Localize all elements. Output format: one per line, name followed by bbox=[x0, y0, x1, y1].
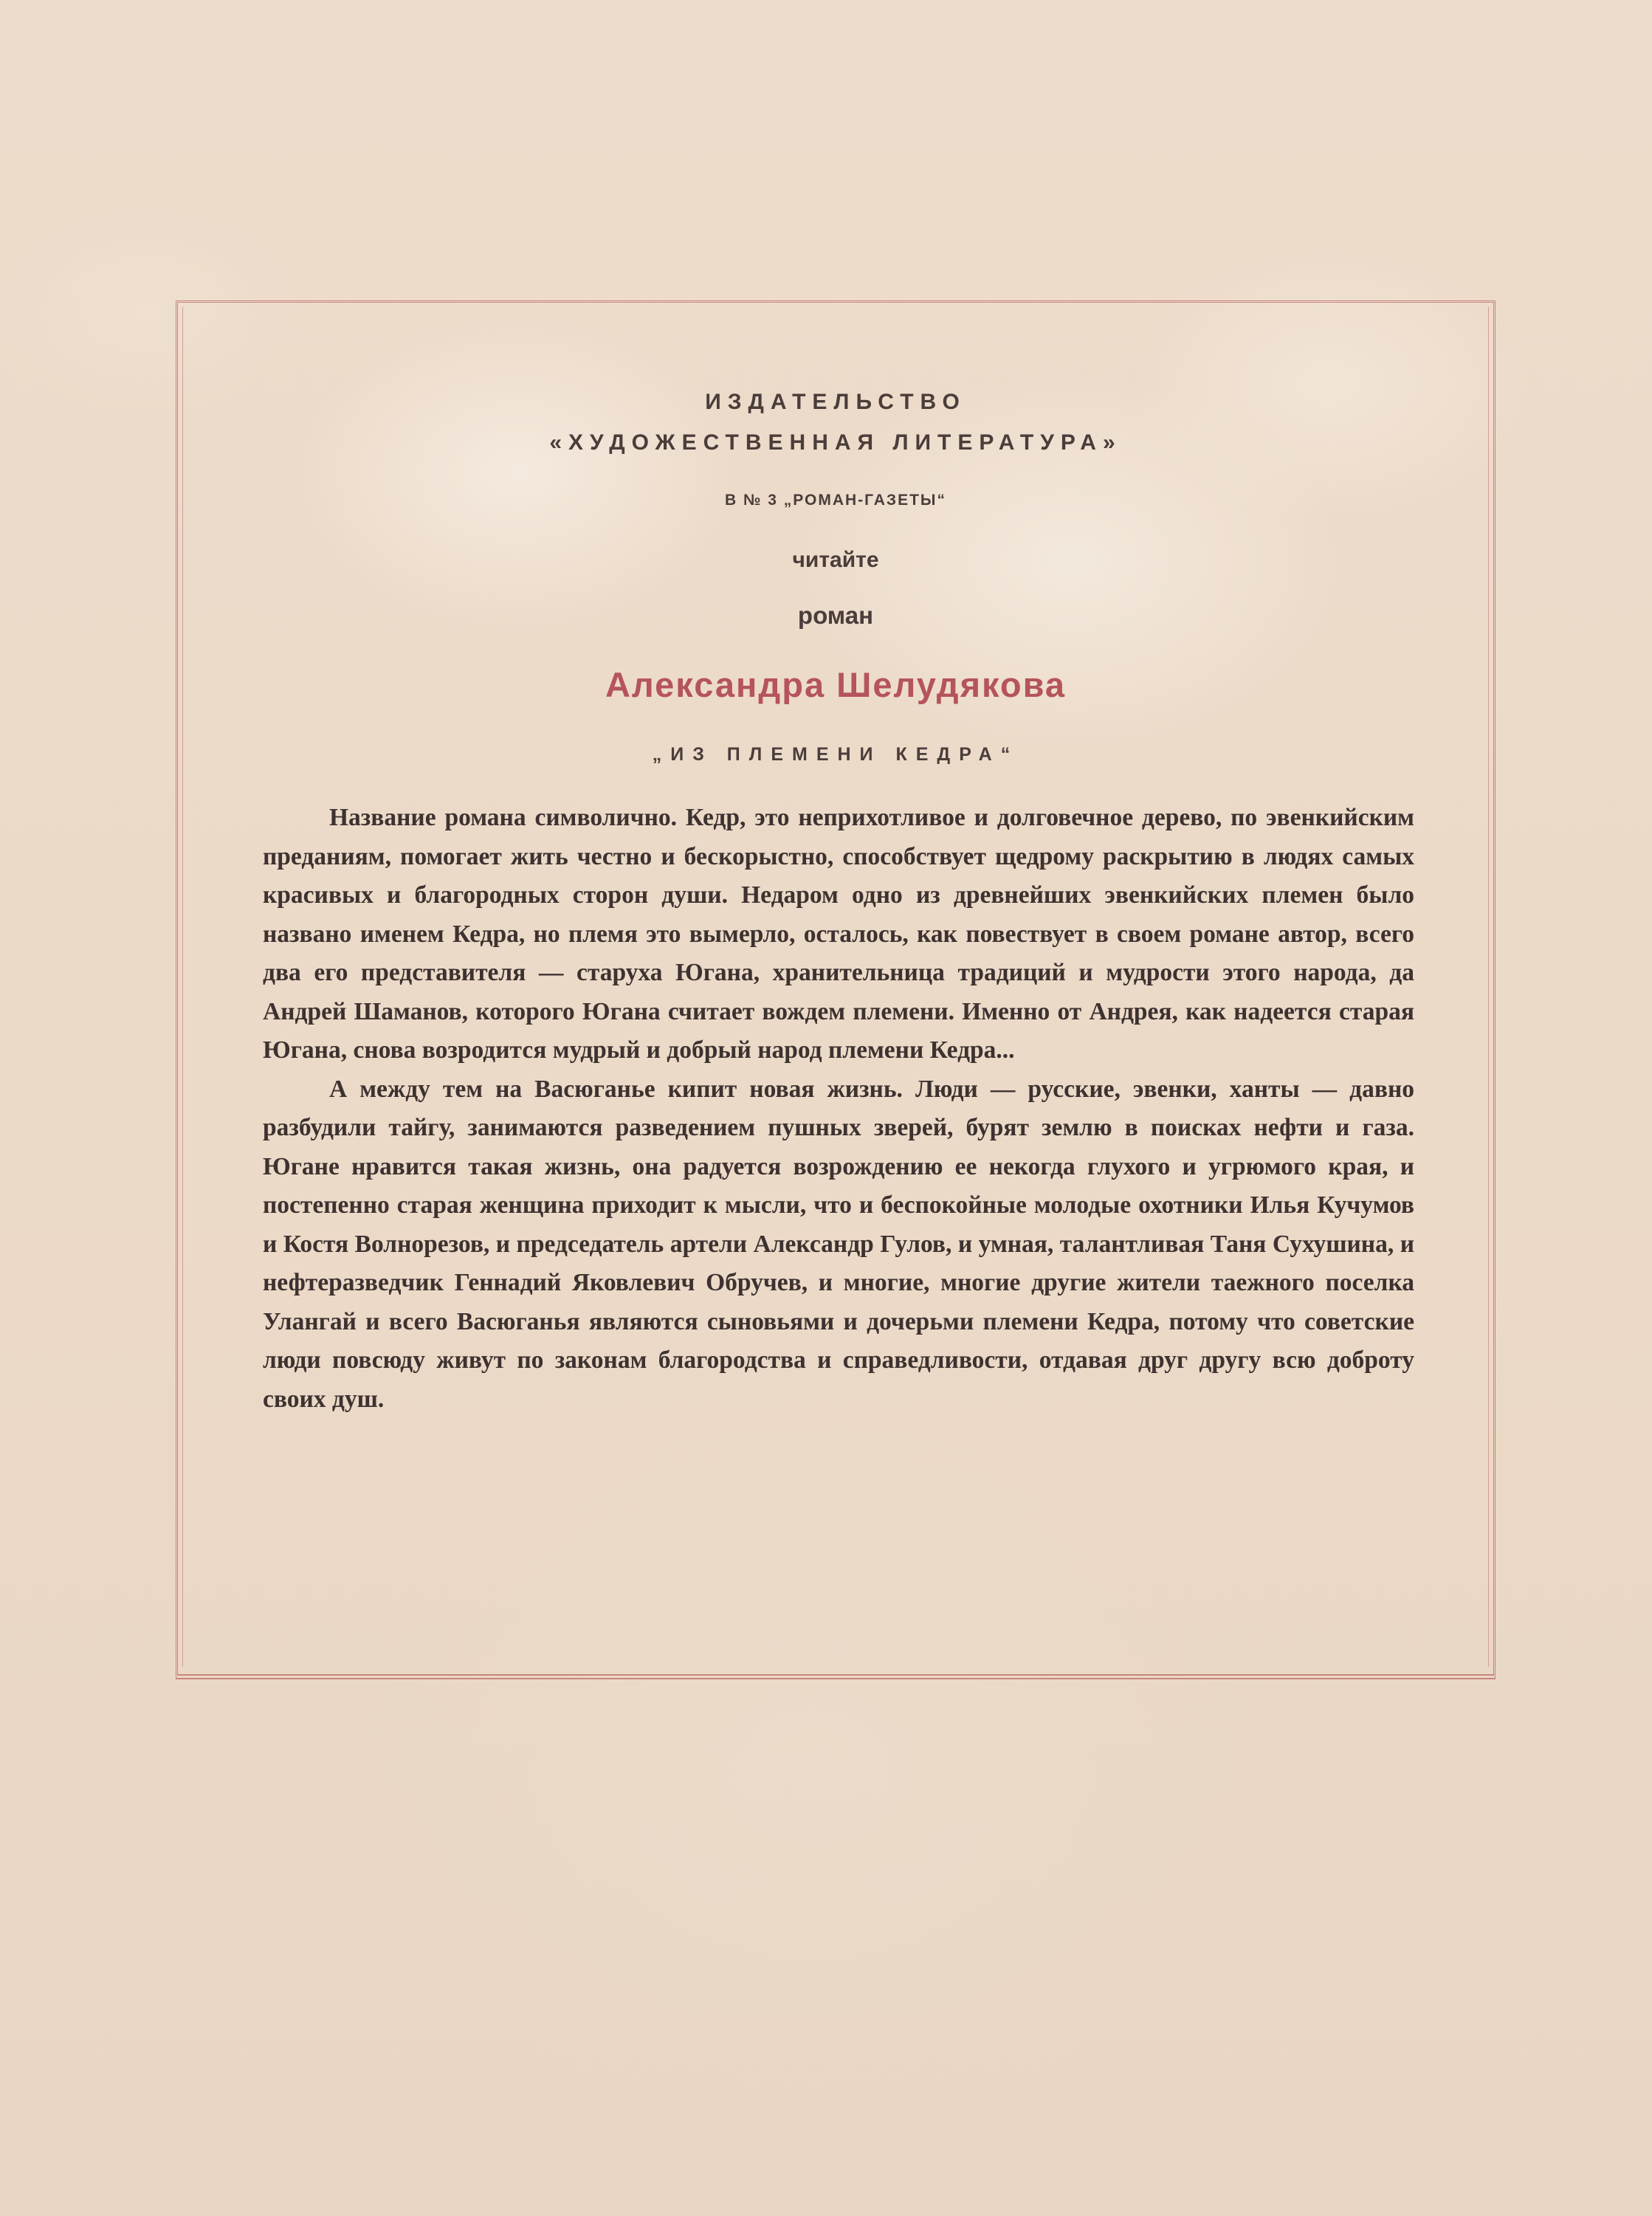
author-name: Александра Шелудякова bbox=[605, 665, 1067, 704]
issue-label: В № 3 „РОМАН-ГАЗЕТЫ“ bbox=[725, 492, 946, 509]
publisher-label: ИЗДАТЕЛЬСТВО bbox=[705, 390, 966, 414]
book-title: „ИЗ ПЛЕМЕНИ КЕДРА“ bbox=[652, 744, 1019, 765]
description bbox=[263, 799, 1414, 1419]
read-label: читайте bbox=[792, 548, 879, 572]
publisher-name: «ХУДОЖЕСТВЕННАЯ ЛИТЕРАТУРА» bbox=[549, 430, 1122, 455]
description-paragraph: Название романа символично. Кедр, это неприхотливое и долговечное дерево, по эвенкийским преданиям, помогает жить честно и бескорыстно, способствует щедрому раскрытию в людях самых красивых и благородных сторон души. Недаром одно из древнейших эвенкийских племен было названо именем Кедра, но племя это вымерло, осталось, как повествует в своем романе автор, всего два его представителя — старуха Югана, хранительница традиций и мудрости этого народа, да Андрей Шаманов, которого Югана считает вождем племени. Именно от Андрея, как надеется старая Югана, снова возродится мудрый и добрый народ племени Кедра... bbox=[263, 804, 1414, 1064]
genre-label: роман bbox=[797, 602, 874, 629]
advertisement-frame bbox=[176, 300, 1496, 1679]
description-paragraph: А между тем на Васюганье кипит новая жизнь. Люди — русские, эвенки, ханты — давно разбудили тайгу, занимаются разведением пушных зверей, бурят землю в поисках нефти и газа. Югане нравится такая жизнь, она радуется возрождению ее некогда глухого и угрюмого края, и постепенно старая женщина приходит к мысли, что и беспокойные молодые охотники Илья Кучумов и Костя Волнорезов, и председатель артели Александр Гулов, и умная, талантливая Таня Сухушина, и нефтеразведчик Геннадий Яковлевич Обручев, и многие, многие другие жители таежного поселка Улангай и всего Васюганья являются сыновьями и дочерьми племени Кедра, потому что советские люди повсюду живут по законам благородства и справедливости, отдавая друг другу всю доброту своих душ. bbox=[263, 1075, 1414, 1413]
